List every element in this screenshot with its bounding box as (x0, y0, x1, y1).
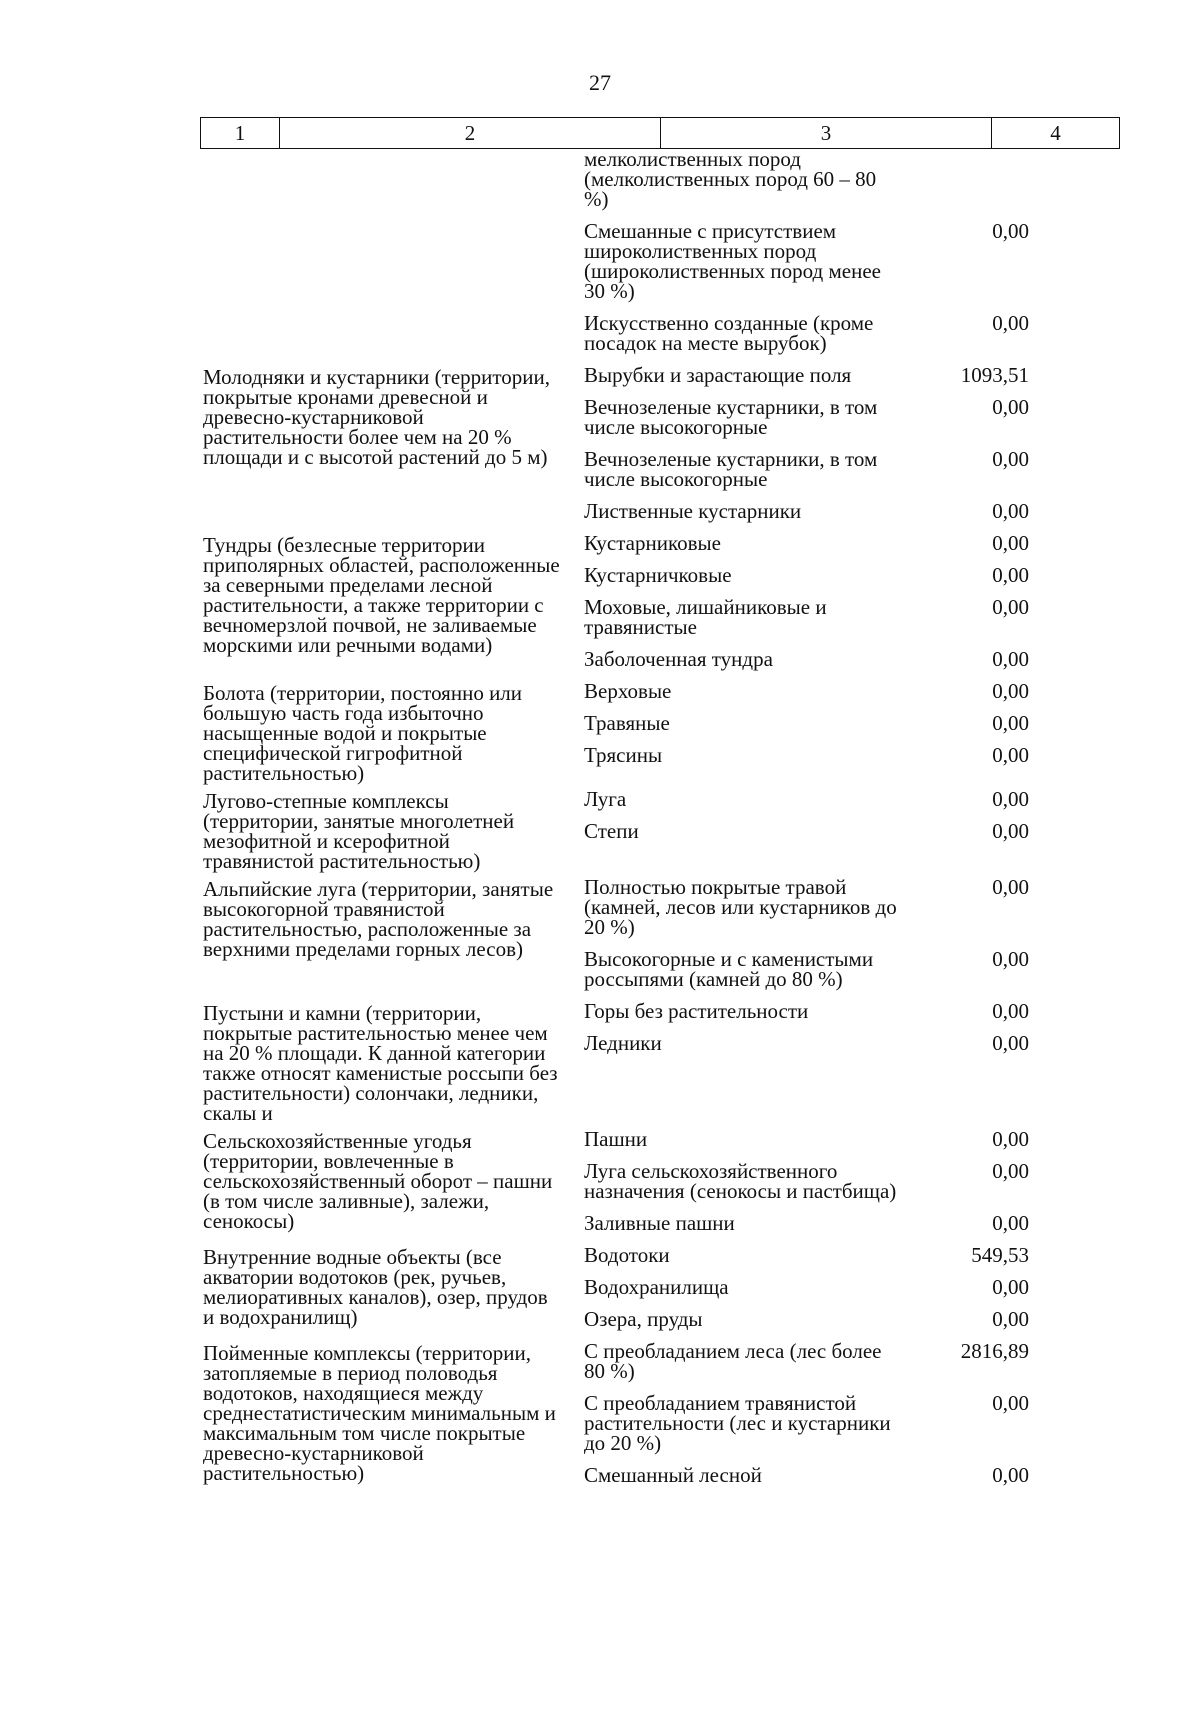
header-col-1: 1 (201, 118, 280, 149)
subcategory-name: Вечнозеленые кустарники, в том числе высокогорные (584, 395, 878, 439)
area-value: 0,00 (992, 395, 1029, 419)
area-value: 0,00 (992, 743, 1029, 767)
area-value: 0,00 (992, 1307, 1029, 1331)
category-cell: Пойменные комплексы (территории, затопляемые в период половодья водотоков, находящиеся между среднестатистическим минимальным и максимальным том числе покрытые древесно-кустарниковой растительностью) (203, 1341, 556, 1485)
subcategory-list (578, 675, 1045, 783)
area-value: 549,53 (971, 1243, 1029, 1267)
table-row (200, 1239, 1200, 1335)
subcategory-row (578, 739, 1045, 771)
area-value: 0,00 (992, 875, 1029, 899)
subcategory-name: Трясины (584, 743, 663, 767)
category-cell: Тундры (безлесные территории приполярных областей, расположенные за северными пределами лесной растительности, а также территории с вечномерзлой почвой, не заливаемые морскими или речными водами) (203, 533, 560, 657)
area-value: 0,00 (992, 1463, 1029, 1487)
subcategory-list (578, 149, 1045, 359)
subcategory-list (578, 995, 1045, 1123)
subcategory-row (578, 995, 1045, 1027)
subcategory-row (578, 443, 1045, 495)
subcategory-row (578, 643, 1045, 675)
subcategory-name: Кустарниковые (584, 531, 721, 555)
area-value: 0,00 (992, 1159, 1029, 1183)
subcategory-name: мелколиственных пород (мелколиственных пород 60 – 80 %) (584, 147, 877, 211)
subcategory-name: С преобладанием травянистой растительности (лес и кустарники до 20 %) (584, 1391, 891, 1455)
subcategory-name: Озера, пруды (584, 1307, 703, 1331)
subcategory-name: Смешанные с присутствием широколиственных пород (широколиственных пород менее 30 %) (584, 219, 881, 303)
subcategory-row (578, 149, 1045, 215)
subcategory-name: Ледники (584, 1031, 662, 1055)
subcategory-list (578, 359, 1045, 527)
subcategory-name: Высокогорные и с каменистыми россыпями (камней до 80 %) (584, 947, 874, 991)
subcategory-name: Луга сельскохозяйственного назначения (сенокосы и пастбища) (584, 1159, 897, 1203)
subcategory-row (578, 707, 1045, 739)
subcategory-row (578, 591, 1045, 643)
table-body (200, 149, 1200, 1491)
area-value: 1093,51 (960, 363, 1029, 387)
subcategory-row (578, 1027, 1045, 1059)
area-value: 0,00 (992, 531, 1029, 555)
subcategory-row (578, 1155, 1045, 1207)
subcategory-name: Смешанный лесной (584, 1463, 762, 1487)
page-number: 27 (589, 70, 611, 95)
subcategory-list (578, 527, 1045, 675)
area-value: 0,00 (992, 1275, 1029, 1299)
subcategory-name: Вечнозеленые кустарники, в том числе высокогорные (584, 447, 878, 491)
table-row (200, 1123, 1200, 1239)
table-row (200, 871, 1200, 995)
subcategory-name: Верховые (584, 679, 672, 703)
subcategory-list (578, 1239, 1045, 1335)
category-cell: Болота (территории, постоянно или большую часть года избыточно насыщенные водой и покрытые специфической гигрофитной растительностью) (203, 681, 523, 785)
subcategory-row (578, 307, 1045, 359)
category-cell: Лугово-степные комплексы (территории, занятые многолетней мезофитной и ксерофитной травянистой растительностью) (203, 789, 515, 873)
area-value: 0,00 (992, 647, 1029, 671)
header-col-3: 3 (661, 118, 992, 149)
subcategory-row (578, 943, 1045, 995)
subcategory-name: Луга (584, 787, 627, 811)
subcategory-name: Заболоченная тундра (584, 647, 773, 671)
area-value: 0,00 (992, 819, 1029, 843)
subcategory-row (578, 1459, 1045, 1491)
subcategory-row (578, 1303, 1045, 1335)
area-value: 0,00 (992, 999, 1029, 1023)
table-row (200, 995, 1200, 1123)
subcategory-name: Пашни (584, 1127, 648, 1151)
subcategory-name: Искусственно созданные (кроме посадок на месте вырубок) (584, 311, 874, 355)
subcategory-row (578, 495, 1045, 527)
subcategory-name: Кустарничковые (584, 563, 732, 587)
area-value: 0,00 (992, 1127, 1029, 1151)
category-cell: Внутренние водные объекты (все акватории водотоков (рек, ручьев, мелиоративных каналов), озер, прудов и водохранилищ) (203, 1245, 548, 1329)
subcategory-row (578, 1123, 1045, 1155)
subcategory-name: С преобладанием леса (лес более 80 %) (584, 1339, 882, 1383)
table-row (200, 783, 1200, 871)
table-row (200, 1335, 1200, 1491)
table-row (200, 527, 1200, 675)
table-row (200, 359, 1200, 527)
subcategory-name: Водохранилища (584, 1275, 729, 1299)
subcategory-list (578, 1123, 1045, 1239)
category-cell: Альпийские луга (территории, занятые высокогорной травянистой растительностью, расположенные за верхними пределами горных лесов) (203, 877, 554, 961)
subcategory-name: Вырубки и зарастающие поля (584, 363, 852, 387)
subcategory-row (578, 1239, 1045, 1271)
category-cell: Сельскохозяйственные угодья (территории, вовлеченные в сельскохозяйственный оборот – пашни (в том числе заливные), залежи, сенокосы) (203, 1129, 553, 1233)
subcategory-row (578, 559, 1045, 591)
subcategory-row (578, 391, 1045, 443)
area-value: 0,00 (992, 1031, 1029, 1055)
subcategory-name: Заливные пашни (584, 1211, 735, 1235)
header-col-2: 2 (280, 118, 661, 149)
area-value: 0,00 (992, 595, 1029, 619)
subcategory-row (578, 215, 1045, 307)
area-value (904, 149, 1037, 209)
area-value: 0,00 (992, 711, 1029, 735)
subcategory-row (578, 1387, 1045, 1459)
subcategory-row (578, 871, 1045, 943)
subcategory-name: Лиственные кустарники (584, 499, 802, 523)
table-row (200, 149, 1200, 359)
category-cell: Пустыни и камни (территории, покрытые растительностью менее чем на 20 % площади. К данной категории также относят каменистые россыпи без растительности) солончаки, ледники, скалы и (203, 1001, 558, 1125)
table-header (200, 117, 1120, 149)
subcategory-list (578, 783, 1045, 871)
subcategory-row (578, 1335, 1045, 1387)
header-col-4: 4 (992, 118, 1120, 149)
area-value: 2816,89 (960, 1339, 1029, 1363)
area-value: 0,00 (992, 787, 1029, 811)
subcategory-row (578, 1207, 1045, 1239)
subcategory-name: Степи (584, 819, 639, 843)
area-value: 0,00 (992, 447, 1029, 471)
area-value: 0,00 (992, 1391, 1029, 1415)
table-row (200, 675, 1200, 783)
subcategory-list (578, 871, 1045, 995)
area-value: 0,00 (992, 947, 1029, 971)
category-cell (113, 149, 578, 359)
subcategory-name: Моховые, лишайниковые и травянистые (584, 595, 827, 639)
category-cell: Молодняки и кустарники (территории, покрытые кронами древесной и древесно-кустарниковой растительности более чем на 20 % площади и с высотой растений до 5 м) (203, 365, 551, 469)
subcategory-name: Травяные (584, 711, 670, 735)
subcategory-row (578, 359, 1045, 391)
area-value: 0,00 (992, 679, 1029, 703)
subcategory-name: Водотоки (584, 1243, 670, 1267)
subcategory-row (578, 783, 1045, 815)
area-value: 0,00 (992, 219, 1029, 243)
area-value: 0,00 (992, 311, 1029, 335)
subcategory-row (578, 1271, 1045, 1303)
subcategory-name: Полностью покрытые травой (камней, лесов или кустарников до 20 %) (584, 875, 897, 939)
subcategory-name: Горы без растительности (584, 999, 809, 1023)
area-value: 0,00 (992, 1211, 1029, 1235)
area-value: 0,00 (992, 563, 1029, 587)
subcategory-row (578, 815, 1045, 847)
area-value: 0,00 (992, 499, 1029, 523)
subcategory-row (578, 675, 1045, 707)
subcategory-row (578, 527, 1045, 559)
subcategory-list (578, 1335, 1045, 1491)
